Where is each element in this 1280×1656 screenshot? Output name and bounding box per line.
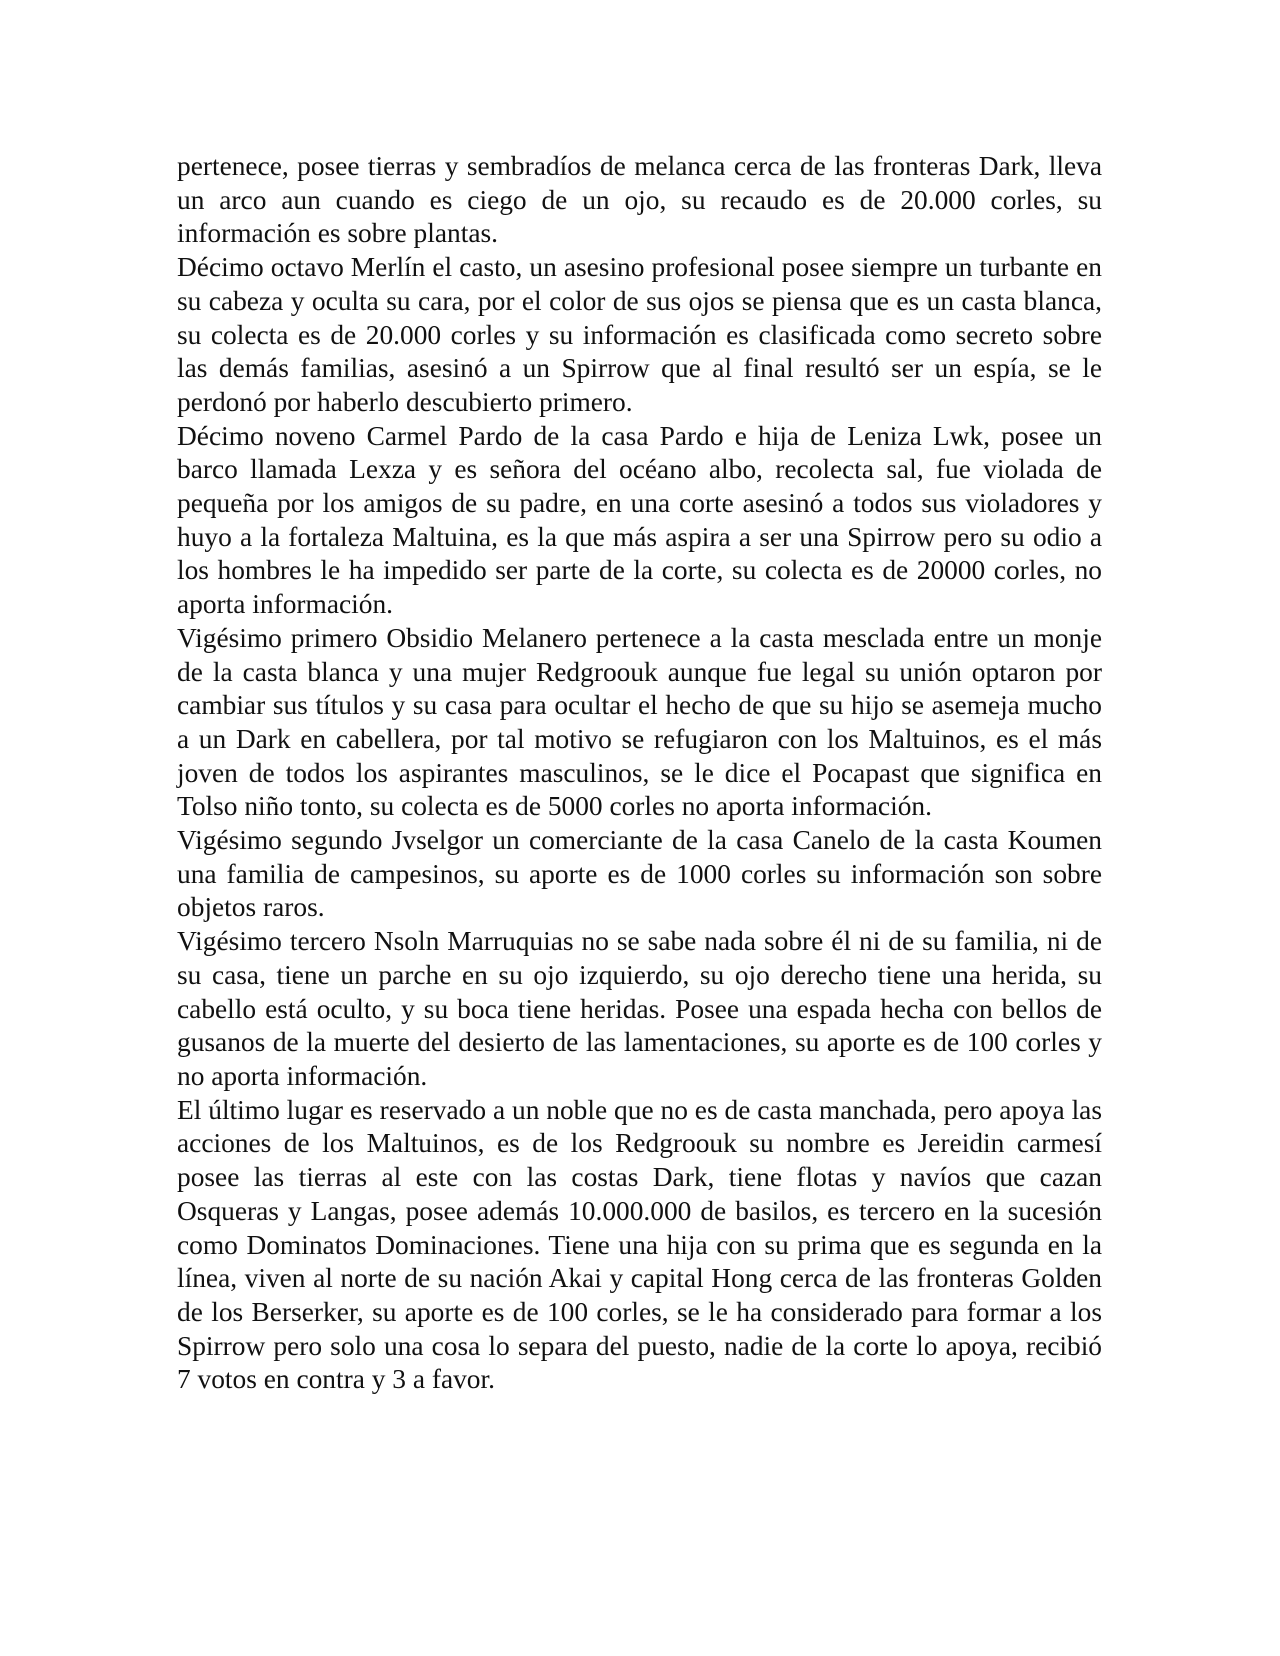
body-text <box>177 150 1102 1397</box>
paragraph: Vigésimo segundo Jvselgor un comerciante de la casa Canelo de la casta Koumen una familia de campesinos, su aporte es de 1000 corles su información son sobre objetos raros. <box>177 825 1102 923</box>
paragraph: Vigésimo tercero Nsoln Marruquias no se sabe nada sobre él ni de su familia, ni de su casa, tiene un parche en su ojo izquierdo, su ojo derecho tiene una herida, su cabello está oculto, y su boca tiene heridas. Posee una espada hecha con bellos de gusanos de la muerte del desierto de las lamentaciones, su aporte es de 100 corles y no aporta información. <box>177 926 1102 1091</box>
paragraph: Décimo noveno Carmel Pardo de la casa Pardo e hija de Leniza Lwk, posee un barco llamada Lexza y es señora del océano albo, recolecta sal, fue violada de pequeña por los amigos de su padre, en una corte asesinó a todos sus violadores y huyo a la fortaleza Maltuina, es la que más aspira a ser una Spirrow pero su odio a los hombres le ha impedido ser parte de la corte, su colecta es de 20000 corles, no aporta información. <box>177 420 1102 620</box>
paragraph: pertenece, posee tierras y sembradíos de melanca cerca de las fronteras Dark, lleva un arco aun cuando es ciego de un ojo, su recaudo es de 20.000 corles, su información es sobre plantas. <box>177 151 1102 249</box>
paragraph: Décimo octavo Merlín el casto, un asesino profesional posee siempre un turbante en su cabeza y oculta su cara, por el color de sus ojos se piensa que es un casta blanca, su colecta es de 20.000 corles y su información es clasificada como secreto sobre las demás familias, asesinó a un Spirrow que al final resultó ser un espía, se le perdonó por haberlo descubierto primero. <box>177 252 1102 417</box>
paragraph: El último lugar es reservado a un noble que no es de casta manchada, pero apoya las acciones de los Maltuinos, es de los Redgroouk su nombre es Jereidin carmesí posee las tierras al este con las costas Dark, tiene flotas y navíos que cazan Osqueras y Langas, posee además 10.000.000 de basilos, es tercero en la sucesión como Dominatos Dominaciones. Tiene una hija con su prima que es segunda en la línea, viven al norte de su nación Akai y capital Hong cerca de las fronteras Golden de los Berserker, su aporte es de 100 corles, se le ha considerado para formar a los Spirrow pero solo una cosa lo separa del puesto, nadie de la corte lo apoya, recibió 7 votos en contra y 3 a favor. <box>177 1094 1102 1395</box>
paragraph: Vigésimo primero Obsidio Melanero pertenece a la casta mesclada entre un monje de la casta blanca y una mujer Redgroouk aunque fue legal su unión optaron por cambiar sus títulos y su casa para ocultar el hecho de que su hijo se asemeja mucho a un Dark en cabellera, por tal motivo se refugiaron con los Maltuinos, es el más joven de todos los aspirantes masculinos, se le dice el Pocapast que significa en Tolso niño tonto, su colecta es de 5000 corles no aporta información. <box>177 622 1102 822</box>
